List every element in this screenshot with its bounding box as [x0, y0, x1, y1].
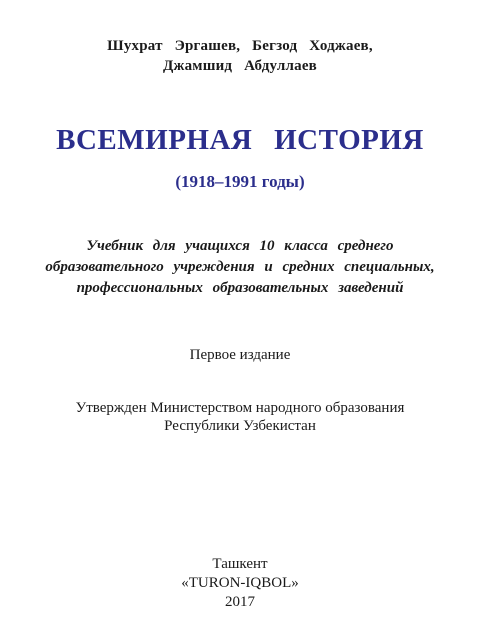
book-years: (1918–1991 годы) [175, 172, 305, 191]
approval-line-1: Утвержден Министерством народного образования [75, 400, 405, 416]
approval-line-2: Республики Узбекистан [164, 418, 316, 434]
description-line-3: профессиональных образовательных заведений [76, 280, 404, 296]
description-line-2: образовательного учреждения и средних специальных, [45, 259, 435, 275]
description-line-1: Учебник для учащихся 10 класса среднего [86, 238, 394, 254]
imprint-publisher: «TURON-IQBOL» [181, 575, 299, 591]
book-title: ВСЕМИРНАЯ ИСТОРИЯ [56, 124, 424, 156]
edition-label: Первое издание [189, 347, 291, 363]
authors-line-1: Шухрат Эргашев, Бегзод Ходжаев, [107, 38, 373, 54]
imprint-city: Ташкент [212, 556, 268, 572]
imprint-year: 2017 [225, 594, 255, 610]
authors-line-2: Джамшид Абдуллаев [163, 58, 317, 74]
